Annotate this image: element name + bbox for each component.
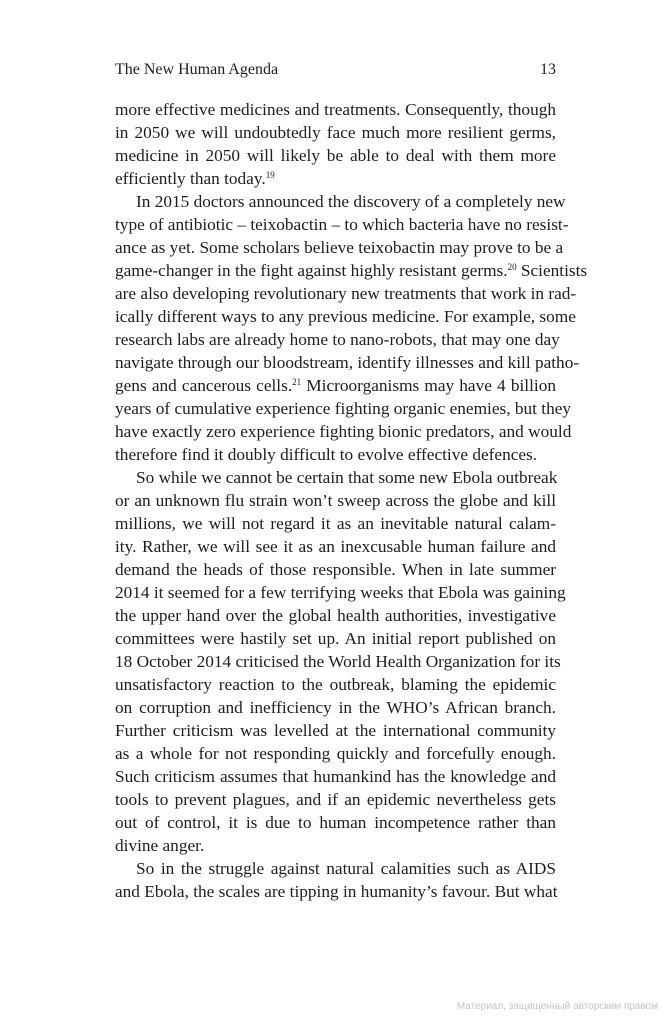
text-line-content: 2014 it seemed for a few terrifying weeks that Ebola was gaining bbox=[115, 583, 566, 602]
text-line bbox=[115, 834, 556, 857]
footnote-reference: 19 bbox=[265, 170, 275, 180]
text-line bbox=[115, 788, 556, 811]
text-line bbox=[115, 558, 556, 581]
text-line bbox=[115, 351, 580, 374]
text-line bbox=[115, 374, 556, 397]
text-line bbox=[115, 144, 556, 167]
text-line-content: tools to prevent plagues, and if an epidemic nevertheless gets bbox=[115, 790, 556, 809]
text-line bbox=[115, 282, 577, 305]
text-line bbox=[115, 236, 564, 259]
text-line-content: So in the struggle against natural calamities such as AIDS bbox=[136, 859, 556, 878]
text-line bbox=[115, 420, 572, 443]
text-line-content: as a whole for not responding quickly and forcefully enough. bbox=[115, 744, 556, 763]
text-line-content: 18 October 2014 criticised the World Health Organization for its bbox=[115, 652, 561, 671]
text-line bbox=[115, 213, 569, 236]
text-line bbox=[115, 880, 556, 903]
text-line-content: the upper hand over the global health authorities, investigative bbox=[115, 606, 556, 625]
text-line bbox=[115, 673, 556, 696]
text-line-content: and Ebola, the scales are tipping in humanity’s favour. But what bbox=[115, 882, 558, 901]
text-line bbox=[115, 627, 556, 650]
text-line-content: have exactly zero experience fighting bionic predators, and would bbox=[115, 422, 572, 441]
text-line bbox=[115, 535, 556, 558]
text-line bbox=[115, 650, 561, 673]
text-line-content: or an unknown flu strain won’t sweep across the globe and kill bbox=[115, 491, 556, 510]
text-line bbox=[115, 512, 556, 535]
text-line-content: ically different ways to any previous medicine. For example, some bbox=[115, 307, 576, 326]
text-line bbox=[115, 167, 556, 190]
text-line-content: navigate through our bloodstream, identify illnesses and kill patho- bbox=[115, 353, 580, 372]
text-line-content: unsatisfactory reaction to the outbreak, blaming the epidemic bbox=[115, 675, 556, 694]
text-line bbox=[115, 765, 556, 788]
copyright-watermark: Материал, защищенный авторским правом bbox=[456, 1001, 658, 1012]
text-line bbox=[115, 397, 572, 420]
text-line bbox=[115, 190, 566, 213]
footnote-reference: 20 bbox=[507, 262, 517, 272]
text-line-content: Further criticism was levelled at the international community bbox=[115, 721, 556, 740]
text-line bbox=[115, 581, 566, 604]
text-line bbox=[115, 328, 560, 351]
text-line bbox=[115, 489, 556, 512]
text-line bbox=[115, 742, 556, 765]
text-line bbox=[115, 811, 556, 834]
paragraph bbox=[115, 190, 588, 466]
text-line-content: Such criticism assumes that humankind has the knowledge and bbox=[115, 767, 556, 786]
text-line-continuation: Scientists bbox=[516, 261, 588, 280]
text-line-content: So while we cannot be certain that some new Ebola outbreak bbox=[136, 468, 558, 487]
text-line-content: more effective medicines and treatments. Consequently, though bbox=[115, 100, 556, 119]
page-number: 13 bbox=[540, 61, 556, 78]
text-line-content: out of control, it is due to human incompetence rather than bbox=[115, 813, 556, 832]
paragraph bbox=[115, 466, 566, 857]
text-line bbox=[115, 121, 556, 144]
text-line bbox=[115, 98, 556, 121]
paragraph bbox=[115, 857, 556, 903]
text-line-content: In 2015 doctors announced the discovery of a completely new bbox=[136, 192, 566, 211]
text-line-content: on corruption and inefficiency in the WHO’s African branch. bbox=[115, 698, 556, 717]
text-line-continuation: Microorganisms may have 4 billion bbox=[301, 376, 556, 395]
text-line-content: committees were hastily set up. An initial report published on bbox=[115, 629, 556, 648]
text-line-content: in 2050 we will undoubtedly face much more resilient germs, bbox=[115, 123, 556, 142]
text-line-content: ity. Rather, we will see it as an inexcusable human failure and bbox=[115, 537, 556, 556]
text-line-content: therefore find it doubly difficult to evolve effective defences. bbox=[115, 445, 538, 464]
text-line bbox=[115, 305, 576, 328]
text-line-content: demand the heads of those responsible. When in late summer bbox=[115, 560, 556, 579]
paragraph bbox=[115, 98, 556, 190]
text-line bbox=[115, 466, 556, 489]
text-line bbox=[115, 443, 556, 466]
text-line-content: type of antibiotic – teixobactin – to which bacteria have no resist- bbox=[115, 215, 569, 234]
text-line-content: medicine in 2050 will likely be able to deal with them more bbox=[115, 146, 556, 165]
text-line-content: efficiently than today. bbox=[115, 169, 266, 188]
body-text bbox=[115, 98, 588, 903]
text-line bbox=[115, 259, 588, 282]
text-line-content: research labs are already home to nano-robots, that may one day bbox=[115, 330, 560, 349]
text-line-content: years of cumulative experience fighting organic enemies, but they bbox=[115, 399, 572, 418]
text-line bbox=[115, 719, 556, 742]
running-head-title: The New Human Agenda bbox=[115, 61, 279, 78]
text-line-content: gens and cancerous cells. bbox=[115, 376, 293, 395]
text-line-content: millions, we will not regard it as an inevitable natural calam- bbox=[115, 514, 556, 533]
text-line-content: ance as yet. Some scholars believe teixobactin may prove to be a bbox=[115, 238, 564, 257]
text-line-content: divine anger. bbox=[115, 836, 205, 855]
text-line bbox=[115, 604, 556, 627]
text-line bbox=[115, 857, 556, 880]
text-line-content: game-changer in the fight against highly resistant germs. bbox=[115, 261, 508, 280]
text-line-content: are also developing revolutionary new treatments that work in rad- bbox=[115, 284, 577, 303]
text-line bbox=[115, 696, 556, 719]
footnote-reference: 21 bbox=[292, 377, 302, 387]
